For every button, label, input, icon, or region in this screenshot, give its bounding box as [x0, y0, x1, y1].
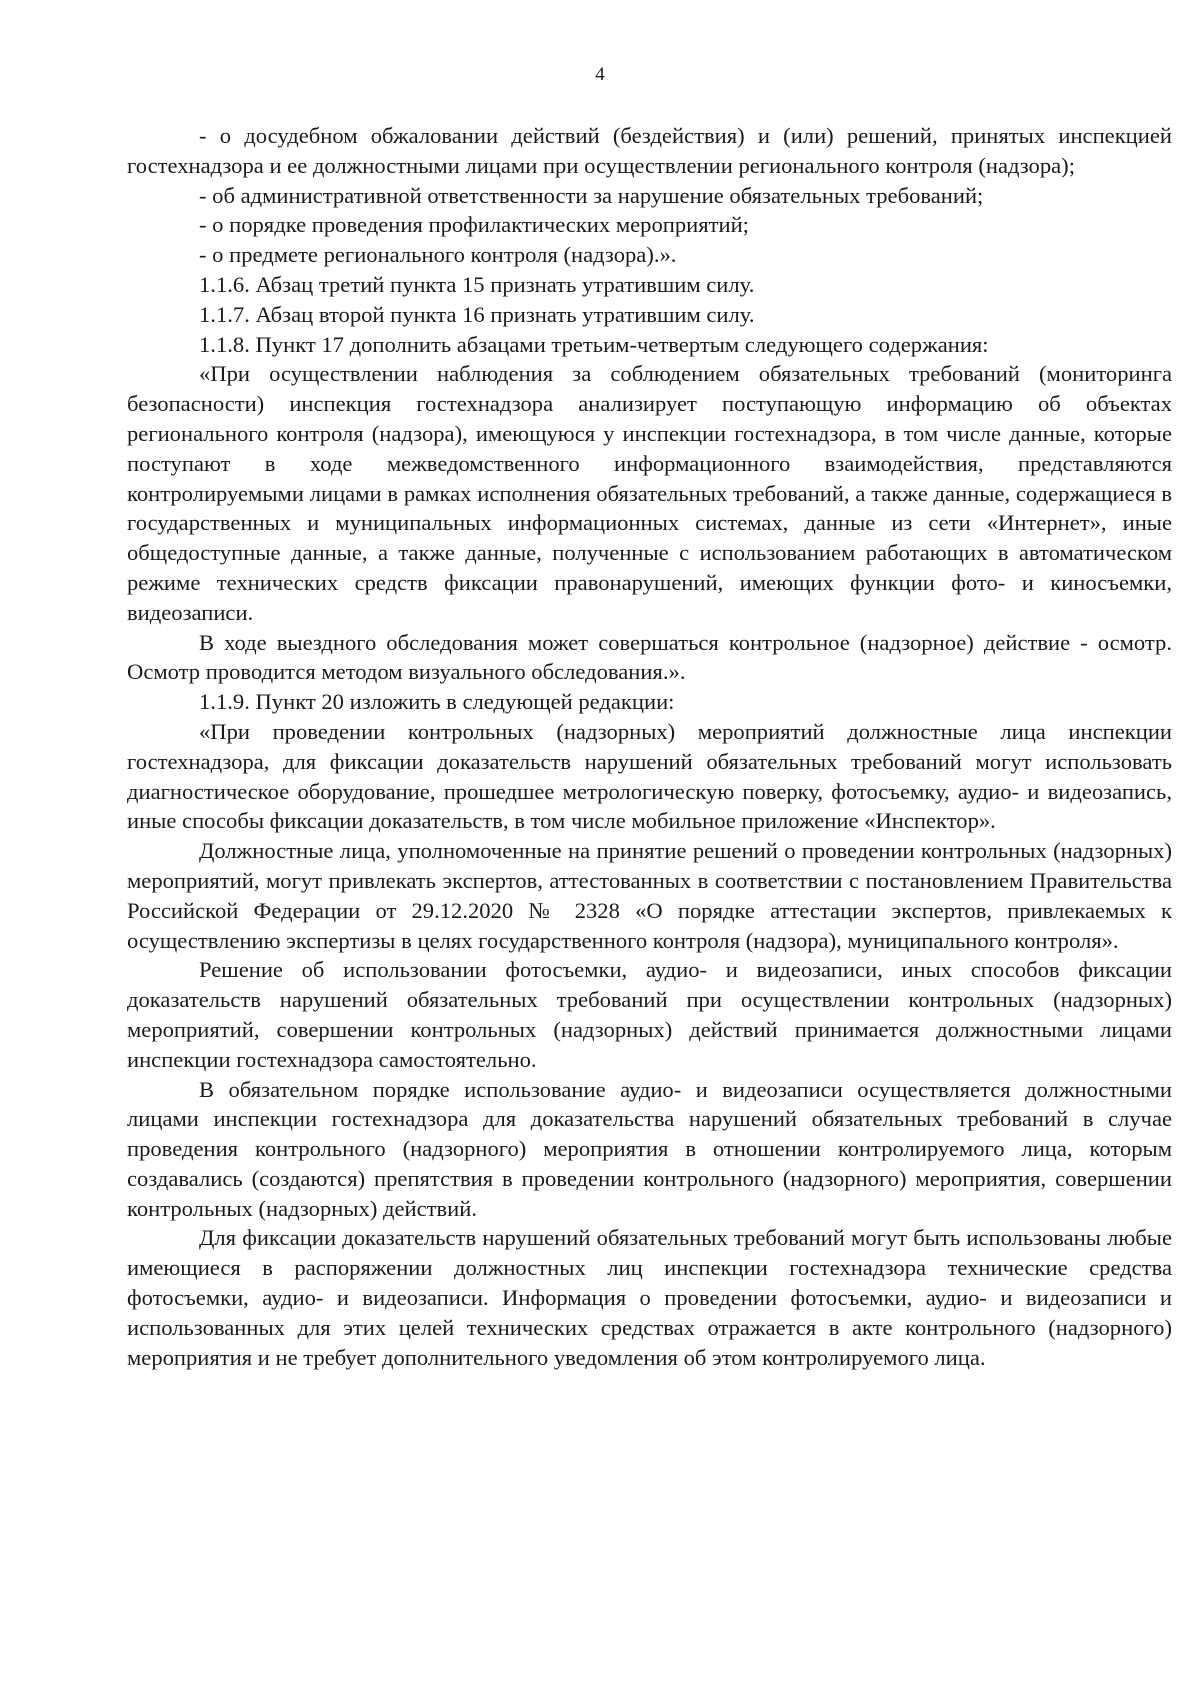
paragraph-item-1-1-7: 1.1.7. Абзац второй пункта 16 признать утратившим силу. [199, 301, 755, 327]
paragraph-item-1-1-9: 1.1.9. Пункт 20 изложить в следующей редакции: [199, 689, 675, 715]
paragraph-monitoring-quote: «При осуществлении наблюдения за соблюдением обязательных требований (мониторинга безопасности) инспекция гостехнадзора анализирует поступающую информацию об объектах регионального контроля (надзора), имеющуюся у инспекции гостехнадзора, в том числе данные, которые поступают в ходе межведомственного информационного взаимодействия, представляются контролируемыми лицами в рамках исполнения обязательных требований, а также данные, содержащиеся в государственных и муниципальных информационных системах, данные из сети «Интернет», иные общедоступные данные, а также данные, полученные с использованием работающих в автоматическом режиме технических средств фиксации правонарушений, имеющих функции фото- и киносъемки, видеозаписи. [127, 361, 1172, 625]
paragraph-evidence-recording: «При проведении контрольных (надзорных) мероприятий должностные лица инспекции гостехнадзора, для фиксации доказательств нарушений обязательных требований могут использовать диагностическое оборудование, прошедшее метрологическую поверку, фотосъемку, аудио- и видеозапись, иные способы фиксации доказательств, в том числе мобильное приложение «Инспектор». [127, 718, 1172, 834]
paragraph-recording-decision: Решение об использовании фотосъемки, аудио- и видеозаписи, иных способов фиксации доказательств нарушений обязательных требований при осуществлении контрольных (надзорных) мероприятий, совершении контрольных (надзорных) действий принимается должностными лицами инспекции гостехнадзора самостоятельно. [127, 957, 1172, 1072]
paragraph-administrative-liability: - об административной ответственности за нарушение обязательных требований; [199, 182, 984, 208]
paragraph-appeal-procedure: - о досудебном обжаловании действий (бездействия) и (или) решений, принятых инспекцией гостехнадзора и ее должностными лицами при осуществлении регионального контроля (надзора); [127, 123, 1172, 178]
document-body [127, 121, 1172, 1372]
paragraph-preventive-measures: - о порядке проведения профилактических мероприятий; [199, 212, 749, 238]
page-number: 4 [595, 64, 605, 85]
paragraph-experts: Должностные лица, уполномоченные на принятие решений о проведении контрольных (надзорных) мероприятий, могут привлекать экспертов, аттестованных в соответствии с постановлением Правительства Российской Федерации от 29.12.2020 № 2328 «О порядке аттестации экспертов, привлекаемых к осуществлению экспертизы в целях государственного контроля (надзора), муниципального контроля». [127, 838, 1172, 953]
paragraph-mandatory-recording: В обязательном порядке использование аудио- и видеозаписи осуществляется должностными лицами инспекции гостехнадзора для доказательства нарушений обязательных требований в случае проведения контрольного (надзорного) мероприятия в отношении контролируемого лица, которым создавались (создаются) препятствия в проведении контрольного (надзорного) мероприятия, совершении контрольных (надзорных) действий. [127, 1076, 1172, 1221]
paragraph-item-1-1-6: 1.1.6. Абзац третий пункта 15 признать утратившим силу. [199, 271, 755, 297]
paragraph-field-inspection: В ходе выездного обследования может совершаться контрольное (надзорное) действие - осмотр. Осмотр проводится методом визуального обследования.». [127, 629, 1172, 685]
paragraph-item-1-1-8: 1.1.8. Пункт 17 дополнить абзацами третьим-четвертым следующего содержания: [199, 331, 989, 357]
paragraph-technical-means: Для фиксации доказательств нарушений обязательных требований могут быть использованы любые имеющиеся в распоряжении должностных лиц инспекции гостехнадзора технические средства фотосъемки, аудио- и видеозаписи. Информация о проведении фотосъемки, аудио- и видеозаписи и использованных для этих целей технических средствах отражается в акте контрольного (надзорного) мероприятия и не требует дополнительного уведомления об этом контролируемого лица. [127, 1225, 1172, 1370]
paragraph-control-subject: - о предмете регионального контроля (надзора).». [199, 242, 677, 268]
